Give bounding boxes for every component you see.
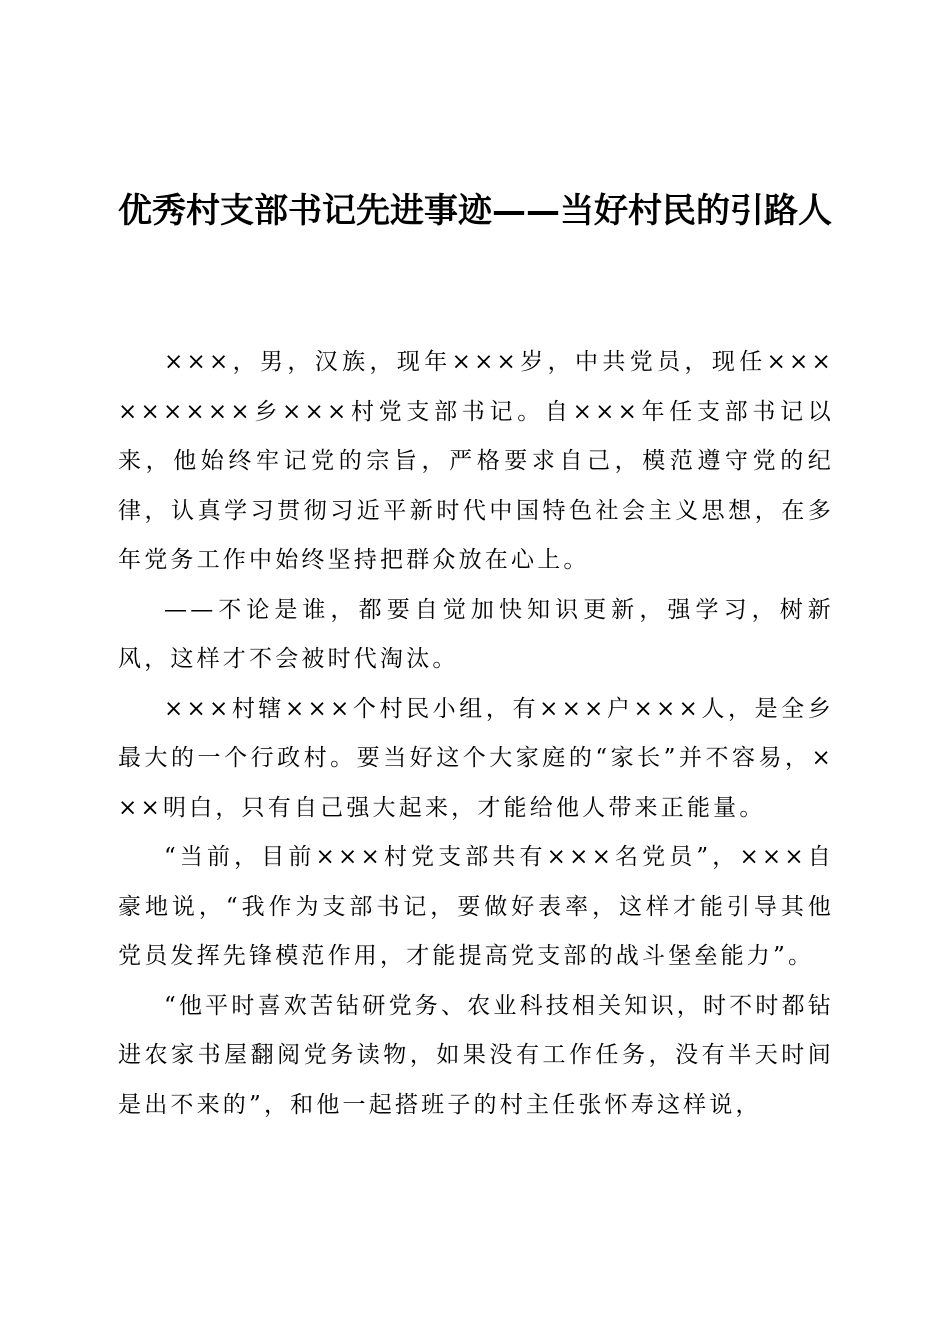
document-title: 优秀村支部书记先进事迹——当好村民的引路人 xyxy=(118,191,832,231)
paragraph-village: ×××村辖×××个村民小组，有×××户×××人，是全乡最大的一个行政村。要当好这个大家庭的“家长”并不容易，×××明白，只有自己强大起来，才能给他人带来正能量。 xyxy=(118,695,834,821)
paragraph-intro: ×××，男，汉族，现年×××岁，中共党员，现任×××××××××乡×××村党支部书记。自×××年任支部书记以来，他始终牢记党的宗旨，严格要求自己，模范遵守党的纪律，认真学习贯彻习近平新时代中国特色社会主义思想，在多年党务工作中始终坚持把群众放在心上。 xyxy=(118,349,834,573)
paragraph-study: “他平时喜欢苦钻研党务、农业科技相关知识，时不时都钻进农家书屋翻阅党务读物，如果没有工作任务，没有半天时间是出不来的”，和他一起搭班子的村主任张怀寿这样说， xyxy=(118,992,834,1118)
paragraph-party-members: “当前，目前×××村党支部共有×××名党员”，×××自豪地说，“我作为支部书记，要做好表率，这样才能引导其他党员发挥先锋模范作用，才能提高党支部的战斗堡垒能力”。 xyxy=(118,844,834,969)
paragraph-motto: ——不论是谁，都要自觉加快知识更新，强学习，树新风，这样才不会被时代淘汰。 xyxy=(118,596,834,672)
document-body xyxy=(118,338,834,1130)
